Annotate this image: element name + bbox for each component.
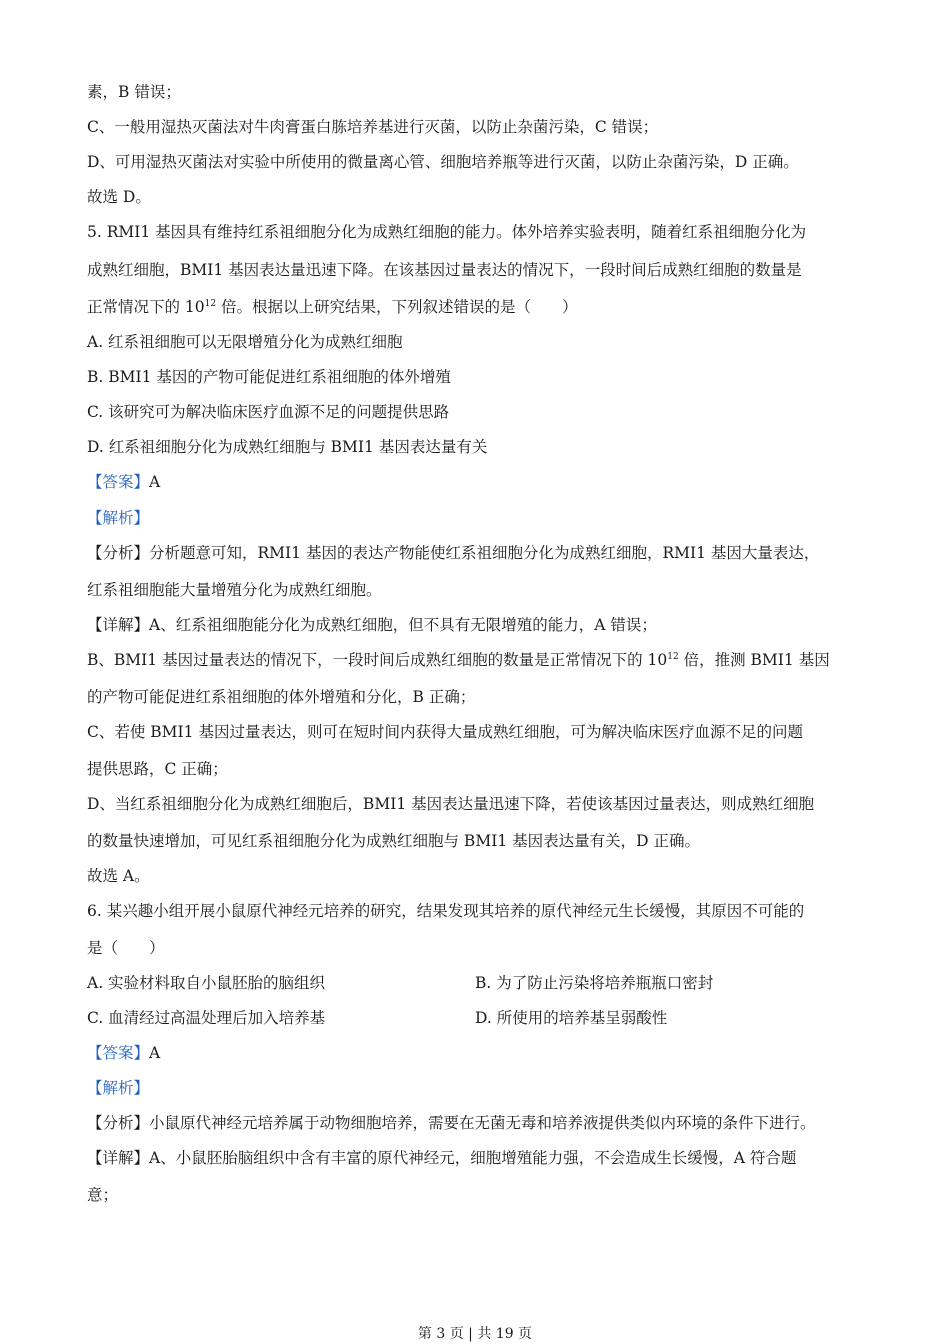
text-line: 红系祖细胞能大量增殖分化为成熟红细胞。 — [87, 581, 382, 599]
text-span: B、BMI1 基因过量表达的情况下，一段时间后成熟红细胞的数量是正常情况下的 10 — [87, 651, 668, 669]
question-6-stem: 是（ ） — [87, 939, 165, 957]
analysis-tag: 【解析】 — [87, 509, 150, 527]
text-span: 正常情况下的 10 — [87, 298, 205, 316]
option-c: C. 血清经过高温处理后加入培养基 — [87, 1009, 326, 1027]
option-d: D. 红系祖细胞分化为成熟红细胞与 BMI1 基因表达量有关 — [87, 438, 488, 456]
answer-line — [87, 472, 160, 492]
page-footer: 第 3 页 | 共 19 页 — [417, 1326, 533, 1342]
text-line: 提供思路，C 正确； — [87, 760, 228, 778]
answer-line — [87, 1043, 160, 1063]
text-span: 倍。根据以上研究结果，下列叙述错误的是（ ） — [216, 298, 578, 316]
text-line: 故选 A。 — [87, 867, 150, 885]
fenxi-line — [87, 1113, 816, 1133]
superscript: 12 — [204, 299, 217, 309]
text-span: 分析题意可知，RMI1 基因的表达产物能使红系祖细胞分化为成熟红细胞，RMI1 基因大量表达， — [149, 544, 820, 562]
text-line: 故选 D。 — [87, 188, 151, 206]
option-b: B. BMI1 基因的产物可能促进红系祖细胞的体外增殖 — [87, 368, 451, 386]
text-line: C、若使 BMI1 基因过量表达，则可在短时间内获得大量成熟红细胞，可为解决临床医疗血源不足的问题 — [87, 723, 803, 741]
question-5-stem: 成熟红细胞，BMI1 基因表达量迅速下降。在该基因过量表达的情况下，一段时间后成熟红细胞的数量是 — [87, 261, 802, 279]
text-line: D、当红系祖细胞分化为成熟红细胞后，BMI1 基因表达量迅速下降，若使该基因过量表达，则成熟红细胞 — [87, 795, 815, 813]
option-a: A. 红系祖细胞可以无限增殖分化为成熟红细胞 — [87, 333, 403, 351]
fenxi-tag: 【分析】 — [87, 544, 150, 562]
option-a: A. 实验材料取自小鼠胚胎的脑组织 — [87, 974, 326, 992]
text-span: A、红系祖细胞能分化为成熟红细胞，但不具有无限增殖的能力，A 错误； — [149, 616, 657, 634]
analysis-tag: 【解析】 — [87, 1079, 150, 1097]
text-line: 意； — [87, 1186, 119, 1204]
answer-value: A — [149, 473, 161, 491]
superscript: 12 — [667, 652, 679, 662]
question-5-stem: 5. RMI1 基因具有维持红系祖细胞分化为成熟红细胞的能力。体外培养实验表明，随着红系祖细胞分化为 — [87, 223, 807, 241]
option-d: D. 所使用的培养基呈弱酸性 — [475, 1009, 668, 1027]
option-b: B. 为了防止污染将培养瓶瓶口密封 — [475, 974, 714, 992]
fenxi-line — [87, 543, 819, 563]
text-span: 小鼠原代神经元培养属于动物细胞培养，需要在无菌无毒和培养液提供类似内环境的条件下进行。 — [149, 1114, 816, 1132]
text-line: C、一般用湿热灭菌法对牛肉膏蛋白胨培养基进行灭菌，以防止杂菌污染，C 错误； — [87, 118, 659, 136]
text-line — [87, 650, 830, 670]
xiangjie-line — [87, 615, 657, 635]
option-c: C. 该研究可为解决临床医疗血源不足的问题提供思路 — [87, 403, 450, 421]
text-span: 倍，推测 BMI1 基因 — [678, 651, 830, 669]
fenxi-tag: 【分析】 — [87, 1114, 150, 1132]
xiangjie-tag: 【详解】 — [87, 616, 150, 634]
text-line: 的数量快速增加，可见红系祖细胞分化为成熟红细胞与 BMI1 基因表达量有关，D 正确。 — [87, 832, 700, 850]
answer-value: A — [149, 1044, 161, 1062]
question-5-stem — [87, 297, 578, 317]
text-line: D、可用湿热灭菌法对实验中所使用的微量离心管、细胞培养瓶等进行灭菌，以防止杂菌污染，D 正确。 — [87, 153, 799, 171]
xiangjie-tag: 【详解】 — [87, 1149, 150, 1167]
question-6-stem: 6. 某兴趣小组开展小鼠原代神经元培养的研究，结果发现其培养的原代神经元生长缓慢，其原因不可能的 — [87, 902, 805, 920]
answer-tag: 【答案】 — [87, 473, 150, 491]
text-line: 的产物可能促进红系祖细胞的体外增殖和分化，B 正确； — [87, 688, 476, 706]
answer-tag: 【答案】 — [87, 1044, 150, 1062]
text-line: 素，B 错误； — [87, 83, 181, 101]
text-span: A、小鼠胚胎脑组织中含有丰富的原代神经元，细胞增殖能力强，不会造成生长缓慢，A 符合题 — [149, 1149, 797, 1167]
xiangjie-line — [87, 1148, 796, 1168]
